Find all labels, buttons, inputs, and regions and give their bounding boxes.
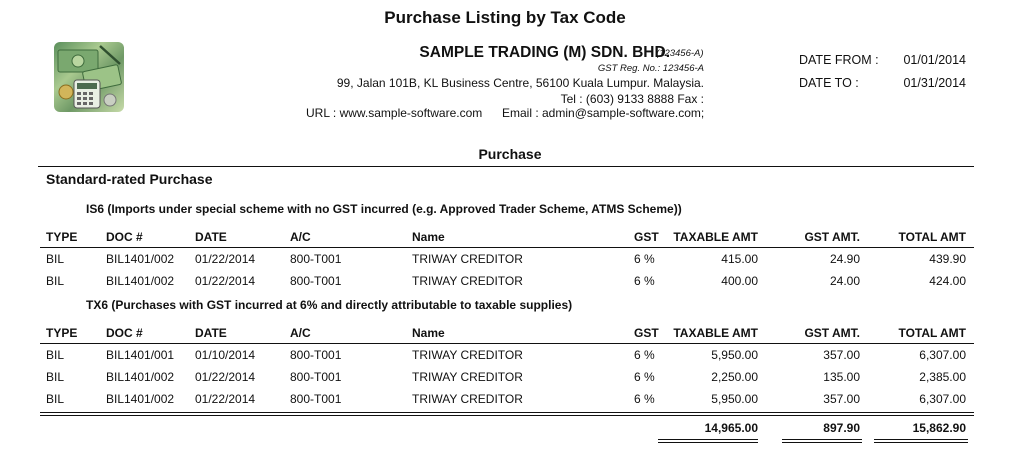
col-type: TYPE [46,326,78,340]
header-rule [40,343,974,344]
col-name: Name [412,326,445,340]
cell-gst-amt: 24.00 [829,274,860,288]
table-row [40,370,974,388]
cell-ac: 800-T001 [290,274,342,288]
cell-type: BIL [46,392,65,406]
cell-gst-amt: 357.00 [823,392,860,406]
col-total: TOTAL AMT [898,326,966,340]
table-end-rule [40,415,974,416]
cell-total: 6,307.00 [919,348,966,362]
col-gst: GST [634,326,659,340]
cell-ac: 800-T001 [290,348,342,362]
col-doc: DOC # [106,230,143,244]
cell-taxable: 5,950.00 [711,348,758,362]
table-header [40,230,974,248]
col-ac: A/C [290,230,311,244]
company-tel-fax: Tel : (603) 9133 8888 Fax : [560,92,704,106]
cell-doc: BIL1401/002 [106,274,175,288]
company-email: Email : admin@sample-software.com; [502,106,705,120]
cell-total: 2,385.00 [919,370,966,384]
col-type: TYPE [46,230,78,244]
total-underline [658,442,758,443]
date-from-value: 01/01/2014 [903,53,966,67]
category-title: Standard-rated Purchase [46,171,213,187]
header-rule [40,247,974,248]
cell-gst-amt: 24.90 [829,252,860,266]
table-row [40,252,974,270]
cell-ac: 800-T001 [290,392,342,406]
cell-taxable: 5,950.00 [711,392,758,406]
cell-gst: 6 % [634,274,655,288]
section-divider [38,166,974,167]
cell-gst-amt: 357.00 [823,348,860,362]
cell-type: BIL [46,274,65,288]
col-ac: A/C [290,326,311,340]
cell-name: TRIWAY CREDITOR [412,348,523,362]
cell-ac: 800-T001 [290,370,342,384]
table-end-rule [40,412,974,413]
total-underline [782,442,862,443]
report-title: Purchase Listing by Tax Code [384,8,626,27]
total-gst-amt: 897.90 [823,421,860,435]
total-amount: 15,862.90 [912,421,966,435]
col-name: Name [412,230,445,244]
col-taxable: TAXABLE AMT [673,230,758,244]
cell-type: BIL [46,348,65,362]
cell-date: 01/22/2014 [195,370,256,384]
col-gst-amt: GST AMT. [804,326,860,340]
company-name: SAMPLE TRADING (M) SDN. BHD. [419,44,670,61]
date-to-value: 01/31/2014 [903,76,966,90]
group-title-tx6: TX6 (Purchases with GST incurred at 6% and directly attributable to taxable supplies) [86,298,573,312]
company-reg-no: (123456-A) [656,48,704,59]
cell-gst: 6 % [634,370,655,384]
cell-date: 01/10/2014 [195,348,256,362]
cell-total: 6,307.00 [919,392,966,406]
date-from-label: DATE FROM : [799,53,879,67]
cell-type: BIL [46,370,65,384]
grand-total-row [40,421,974,439]
cell-gst: 6 % [634,252,655,266]
gst-reg-no: GST Reg. No.: 123456-A [597,63,704,74]
total-underline [874,442,968,443]
cell-doc: BIL1401/001 [106,348,175,362]
col-taxable: TAXABLE AMT [673,326,758,340]
cell-taxable: 400.00 [721,274,758,288]
section-title: Purchase [478,146,542,162]
table-row [40,348,974,366]
cell-name: TRIWAY CREDITOR [412,370,523,384]
cell-doc: BIL1401/002 [106,392,175,406]
cell-gst-amt: 135.00 [823,370,860,384]
cell-date: 01/22/2014 [195,392,256,406]
cell-name: TRIWAY CREDITOR [412,392,523,406]
cell-gst: 6 % [634,348,655,362]
cell-date: 01/22/2014 [195,252,256,266]
col-gst-amt: GST AMT. [804,230,860,244]
col-total: TOTAL AMT [898,230,966,244]
company-url: URL : www.sample-software.com [306,106,483,120]
total-underline [874,439,968,440]
company-address: 99, Jalan 101B, KL Business Centre, 56100 Kuala Lumpur. Malaysia. [336,76,704,90]
cell-type: BIL [46,252,65,266]
cell-total: 439.90 [929,252,966,266]
cell-gst: 6 % [634,392,655,406]
date-to-label: DATE TO : [799,76,859,90]
cell-name: TRIWAY CREDITOR [412,252,523,266]
total-taxable: 14,965.00 [704,421,758,435]
col-gst: GST [634,230,659,244]
col-doc: DOC # [106,326,143,340]
table-row [40,392,974,410]
cell-name: TRIWAY CREDITOR [412,274,523,288]
cell-total: 424.00 [929,274,966,288]
cell-ac: 800-T001 [290,252,342,266]
cell-taxable: 2,250.00 [711,370,758,384]
table-row [40,274,974,292]
table-header [40,326,974,344]
total-underline [782,439,862,440]
col-date: DATE [195,326,227,340]
cell-doc: BIL1401/002 [106,370,175,384]
total-underline [658,439,758,440]
cell-doc: BIL1401/002 [106,252,175,266]
cell-date: 01/22/2014 [195,274,256,288]
cell-taxable: 415.00 [721,252,758,266]
col-date: DATE [195,230,227,244]
group-title-is6: IS6 (Imports under special scheme with no GST incurred (e.g. Approved Trader Scheme, ATMS Scheme)) [86,202,682,216]
